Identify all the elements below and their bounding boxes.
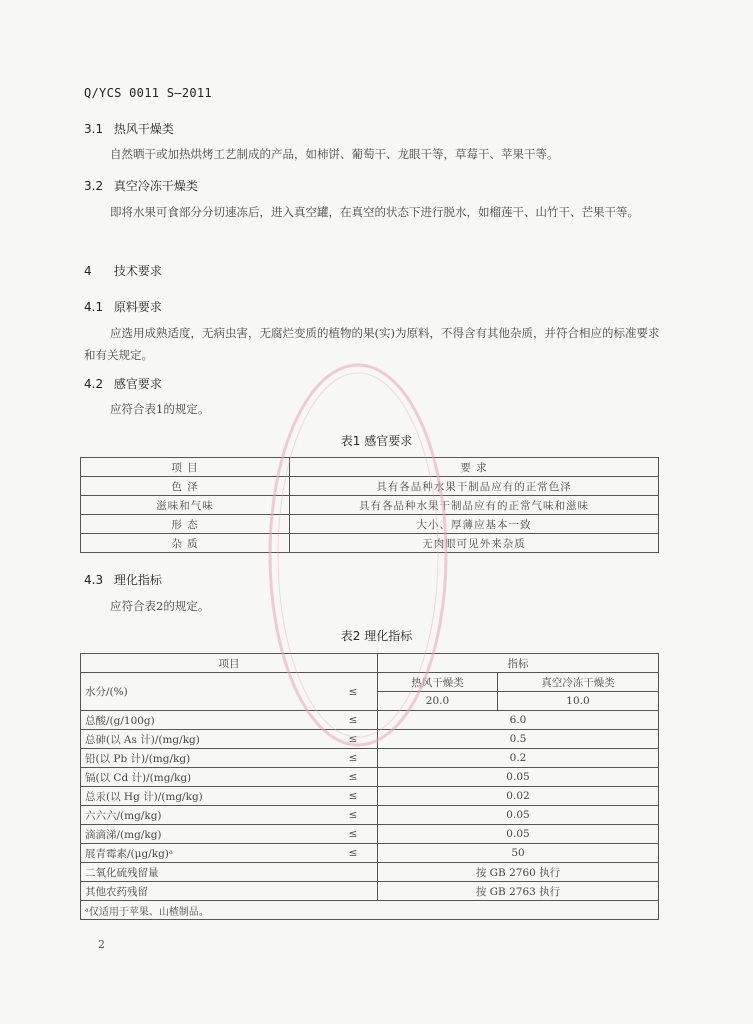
table-cell: 20.0	[378, 692, 498, 711]
table-cell: 具有各品种水果干制品应有的正常气味和滋味	[290, 496, 659, 515]
table-1-caption: 表1 感官要求	[340, 434, 413, 448]
table-2-caption: 表2 理化指标	[340, 629, 413, 643]
table-cell: 二氧化硫残留量	[81, 863, 378, 882]
table-row	[81, 711, 659, 730]
table-cell: 0.05	[378, 768, 659, 787]
table-row	[81, 749, 659, 768]
section-4-1-heading: 4.1 原料要求	[84, 300, 162, 314]
section-3-2-body: 即将水果可食部分分切速冻后，进入真空罐，在真空的状态下进行脱水，如榴莲干、山竹干、芒果干等。	[110, 205, 639, 219]
table-cell: 杂 质	[81, 534, 290, 553]
table-cell: 其他农药残留	[81, 882, 378, 901]
table-header-cell: 项 目	[81, 458, 290, 477]
table-cell: 0.5	[378, 730, 659, 749]
table-row	[81, 882, 659, 901]
table-row	[81, 768, 659, 787]
table-row	[81, 496, 659, 515]
table-row	[81, 654, 659, 673]
table-row	[81, 863, 659, 882]
table-cell: 总酸/(g/100g)	[81, 711, 330, 730]
table-2-physicochemical	[80, 653, 659, 920]
table-cell: 0.2	[378, 749, 659, 768]
section-4-1-body: 应选用成熟适度，无病虫害，无腐烂变质的植物的果(实)为原料，不得含有其他杂质，并符合相应的标准要求和有关规定。	[84, 326, 660, 362]
table-cell: 无肉眼可见外来杂质	[290, 534, 659, 553]
table-cell: 六六六/(mg/kg)	[81, 806, 330, 825]
table-cell: 滴滴涕/(mg/kg)	[81, 825, 330, 844]
table-footnote: ᵃ仅适用于苹果、山楂制品。	[81, 901, 659, 920]
table-header-cell: 项目	[81, 654, 378, 673]
table-1-sensory	[80, 457, 659, 553]
table-cell: 镉(以 Cd 计)/(mg/kg)	[81, 768, 330, 787]
section-4-heading: 4 技术要求	[84, 264, 162, 278]
table-subheader-cell: 真空冷冻干燥类	[498, 673, 659, 692]
section-3-1-body: 自然晒干或加热烘烤工艺制成的产品，如柿饼、葡萄干、龙眼干等，草莓干、苹果干等。	[110, 147, 559, 161]
page-number: 2	[98, 938, 105, 951]
section-4-2-heading: 4.2 感官要求	[84, 377, 162, 391]
table-row	[81, 825, 659, 844]
table-cell: ≤	[329, 749, 378, 768]
table-cell: ≤	[329, 673, 378, 711]
table-cell: ≤	[329, 711, 378, 730]
table-cell: ≤	[329, 730, 378, 749]
table-cell: 按 GB 2760 执行	[378, 863, 659, 882]
table-cell: 总砷(以 As 计)/(mg/kg)	[81, 730, 330, 749]
table-cell: 滋味和气味	[81, 496, 290, 515]
standard-number: Q/YCS 0011 S—2011	[84, 86, 212, 100]
table-cell: 具有各品种水果干制品应有的正常色泽	[290, 477, 659, 496]
table-cell: 按 GB 2763 执行	[378, 882, 659, 901]
table-row	[81, 515, 659, 534]
section-3-2-heading: 3.2 真空冷冻干燥类	[84, 179, 198, 193]
section-4-2-body: 应符合表1的规定。	[110, 402, 210, 416]
section-3-1-heading: 3.1 热风干燥类	[84, 122, 174, 136]
table-cell: 0.02	[378, 787, 659, 806]
table-cell: 总汞(以 Hg 计)/(mg/kg)	[81, 787, 330, 806]
table-cell: 水分/(%)	[81, 673, 330, 711]
table-cell: ≤	[329, 844, 378, 863]
table-cell: 色 泽	[81, 477, 290, 496]
table-subheader-cell: 热风干燥类	[378, 673, 498, 692]
table-cell: ≤	[329, 806, 378, 825]
table-cell: 50	[378, 844, 659, 863]
table-cell: 0.05	[378, 825, 659, 844]
table-cell: 展青霉素/(μg/kg)ᵃ	[81, 844, 330, 863]
table-header-cell: 要 求	[290, 458, 659, 477]
table-row	[81, 787, 659, 806]
table-cell: 0.05	[378, 806, 659, 825]
table-row	[81, 477, 659, 496]
table-row	[81, 806, 659, 825]
table-cell: ≤	[329, 825, 378, 844]
table-row	[81, 673, 659, 692]
table-row	[81, 534, 659, 553]
table-cell: 大小、厚薄应基本一致	[290, 515, 659, 534]
table-cell: 6.0	[378, 711, 659, 730]
table-header-cell: 指标	[378, 654, 659, 673]
table-cell: 形 态	[81, 515, 290, 534]
table-row	[81, 458, 659, 477]
section-4-3-heading: 4.3 理化指标	[84, 573, 162, 587]
table-cell: ≤	[329, 787, 378, 806]
table-row	[81, 730, 659, 749]
table-cell: ≤	[329, 768, 378, 787]
table-cell: 铅(以 Pb 计)/(mg/kg)	[81, 749, 330, 768]
section-4-3-body: 应符合表2的规定。	[110, 599, 210, 613]
table-row	[81, 844, 659, 863]
table-row	[81, 901, 659, 920]
table-cell: 10.0	[498, 692, 659, 711]
